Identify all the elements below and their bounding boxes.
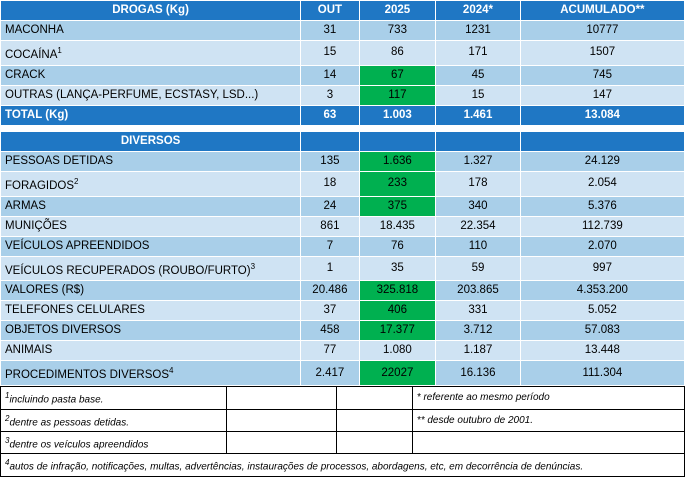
row-acumulado: 111.304: [520, 361, 684, 386]
row-acumulado: 24.129: [520, 151, 684, 171]
footnote-blank-f: [337, 431, 412, 453]
row-2024: 171: [436, 41, 521, 66]
footnote-4: [1, 454, 685, 476]
footnote-1: [1, 387, 227, 409]
row-acumulado: 5.376: [520, 196, 684, 216]
row-2024: 340: [436, 196, 521, 216]
table-row: [1, 321, 685, 341]
diversos-header-blank-out: [301, 131, 359, 151]
row-2025: 86: [359, 41, 436, 66]
diversos-header-blank-2025: [359, 131, 436, 151]
row-acumulado: 10777: [520, 21, 684, 41]
row-footnote-marker: 2: [74, 176, 79, 186]
row-footnote-marker: 3: [250, 261, 256, 271]
row-label-text: COCAÍNA: [5, 48, 58, 61]
footnote-row: [1, 431, 685, 453]
row-2024: 1.187: [436, 341, 521, 361]
footnote-row: [1, 387, 685, 409]
row-label: [1, 216, 301, 236]
row-2025: 233: [359, 171, 436, 196]
row-2025: 76: [359, 236, 436, 256]
row-out: 3: [301, 85, 359, 105]
row-2024: 110: [436, 236, 521, 256]
row-2024: 15: [436, 85, 521, 105]
row-acumulado: 112.739: [520, 216, 684, 236]
row-2024: 16.136: [436, 361, 521, 386]
row-2024: 45: [436, 65, 521, 85]
row-out: 7: [301, 236, 359, 256]
table-row: [1, 85, 685, 105]
row-label-text: CRACK: [5, 68, 46, 81]
row-out: 861: [301, 216, 359, 236]
footnote-blank-b: [337, 387, 412, 409]
table-row: [1, 151, 685, 171]
row-label: [1, 151, 301, 171]
footnote-star-2: ** desde outubro de 2001.: [412, 409, 684, 431]
row-label-text: FORAGIDOS: [5, 179, 75, 192]
footnote-row: [1, 454, 685, 476]
row-acumulado: 2.070: [520, 236, 684, 256]
row-acumulado: 1507: [520, 41, 684, 66]
drugs-header-title: DROGAS (Kg): [1, 1, 301, 21]
diversos-header-row: [1, 131, 685, 151]
row-2025: 375: [359, 196, 436, 216]
drugs-total-row: [1, 105, 685, 125]
row-out: 458: [301, 321, 359, 341]
row-out: 37: [301, 301, 359, 321]
row-out: 31: [301, 21, 359, 41]
row-2025: 1.636: [359, 151, 436, 171]
row-label: [1, 301, 301, 321]
row-acumulado: 13.448: [520, 341, 684, 361]
diversos-header-blank-2024: [436, 131, 521, 151]
row-label: [1, 281, 301, 301]
diversos-header-blank-acumulado: [520, 131, 684, 151]
row-2025: 117: [359, 85, 436, 105]
footnote-3-text: dentre os veículos apreendidos: [9, 439, 149, 451]
drugs-header-2024: 2024*: [436, 1, 521, 21]
table-row: [1, 256, 685, 281]
row-2024: 1.327: [436, 151, 521, 171]
row-acumulado: 745: [520, 65, 684, 85]
row-label: [1, 256, 301, 281]
table-row: [1, 171, 685, 196]
row-2024: 3.712: [436, 321, 521, 341]
drugs-header-row: [1, 1, 685, 21]
row-out: 77: [301, 341, 359, 361]
footnote-1-marker: 1: [5, 391, 10, 401]
row-2024: 1231: [436, 21, 521, 41]
row-label-text: ARMAS: [5, 199, 46, 212]
row-footnote-marker: 4: [169, 366, 174, 376]
row-label-text: VEÍCULOS RECUPERADOS (ROUBO/FURTO): [5, 264, 251, 277]
row-acumulado: 147: [520, 85, 684, 105]
table-row: [1, 361, 685, 386]
row-out: 2.417: [301, 361, 359, 386]
row-label: [1, 196, 301, 216]
row-label: [1, 341, 301, 361]
table-row: [1, 21, 685, 41]
row-out: 14: [301, 65, 359, 85]
table-row: [1, 341, 685, 361]
row-out: 1: [301, 256, 359, 281]
row-2025: 406: [359, 301, 436, 321]
row-2025: 35: [359, 256, 436, 281]
row-2025: 1.080: [359, 341, 436, 361]
row-out: 18: [301, 171, 359, 196]
row-2025: 18.435: [359, 216, 436, 236]
row-acumulado: 4.353.200: [520, 281, 684, 301]
row-label-text: MUNIÇÕES: [5, 219, 67, 232]
row-label-text: TELEFONES CELULARES: [5, 304, 145, 317]
row-2025: 325.818: [359, 281, 436, 301]
table-row: [1, 196, 685, 216]
table-row: [1, 301, 685, 321]
row-label: [1, 85, 301, 105]
row-label-text: PESSOAS DETIDAS: [5, 154, 114, 167]
row-footnote-marker: 1: [57, 46, 62, 55]
footnote-blank-g: [412, 431, 684, 453]
footnote-2-text: dentre as pessoas detidas.: [9, 416, 129, 428]
total-out: 63: [301, 105, 359, 125]
row-2025: 733: [359, 21, 436, 41]
row-label-text: PROCEDIMENTOS DIVERSOS: [5, 369, 170, 382]
total-acumulado: 13.084: [520, 105, 684, 125]
row-label: [1, 321, 301, 341]
drugs-header-acumulado: ACUMULADO**: [520, 1, 684, 21]
row-2025: 67: [359, 65, 436, 85]
row-label-text: VEÍCULOS APREENDIDOS: [5, 239, 150, 252]
table-row: [1, 281, 685, 301]
footnote-4-marker: 4: [5, 458, 10, 468]
footnote-blank-e: [226, 431, 336, 453]
row-acumulado: 5.052: [520, 301, 684, 321]
drugs-header-2025: 2025: [359, 1, 436, 21]
footnote-star-1: * referente ao mesmo período: [412, 387, 684, 409]
row-label: [1, 171, 301, 196]
table-row: [1, 41, 685, 66]
row-label: [1, 21, 301, 41]
row-label-text: OBJETOS DIVERSOS: [5, 324, 122, 337]
footnote-2-marker: 2: [5, 413, 10, 423]
row-label: [1, 361, 301, 386]
row-2024: 22.354: [436, 216, 521, 236]
total-2024: 1.461: [436, 105, 521, 125]
row-out: 135: [301, 151, 359, 171]
row-2025: 22027: [359, 361, 436, 386]
diversos-header-title: DIVERSOS: [1, 131, 301, 151]
footnote-blank-d: [337, 409, 412, 431]
row-acumulado: 57.083: [520, 321, 684, 341]
footnote-3-marker: 3: [5, 435, 10, 445]
row-out: 24: [301, 196, 359, 216]
row-label: [1, 41, 301, 66]
row-2024: 203.865: [436, 281, 521, 301]
row-out: 15: [301, 41, 359, 66]
footnote-row: [1, 409, 685, 431]
table-row: [1, 216, 685, 236]
row-2024: 331: [436, 301, 521, 321]
footnote-1-text: incluindo pasta base.: [9, 394, 104, 406]
footnote-blank-c: [226, 409, 336, 431]
row-acumulado: 997: [520, 256, 684, 281]
row-label-text: ANIMAIS: [5, 344, 53, 357]
total-2025: 1.003: [359, 105, 436, 125]
footnotes-table: [0, 386, 685, 476]
footnote-3: [1, 431, 227, 453]
row-label-text: VALORES (R$): [5, 284, 85, 297]
table-row: [1, 65, 685, 85]
row-label-text: OUTRAS (LANÇA-PERFUME, ECSTASY, LSD...): [5, 88, 259, 101]
row-label-text: MACONHA: [5, 24, 64, 36]
row-label: [1, 65, 301, 85]
footnote-blank-a: [226, 387, 336, 409]
footnote-4-text: autos de infração, notificações, multas, advertências, instaurações de processos, abordagens, etc, em decorrência de denúncias.: [9, 461, 584, 473]
row-acumulado: 2.054: [520, 171, 684, 196]
footnote-2: [1, 409, 227, 431]
row-2025: 17.377: [359, 321, 436, 341]
row-label: [1, 236, 301, 256]
drugs-header-out: OUT: [301, 1, 359, 21]
row-2024: 59: [436, 256, 521, 281]
row-2024: 178: [436, 171, 521, 196]
table-row: [1, 236, 685, 256]
row-out: 20.486: [301, 281, 359, 301]
total-label: TOTAL (Kg): [1, 105, 301, 125]
